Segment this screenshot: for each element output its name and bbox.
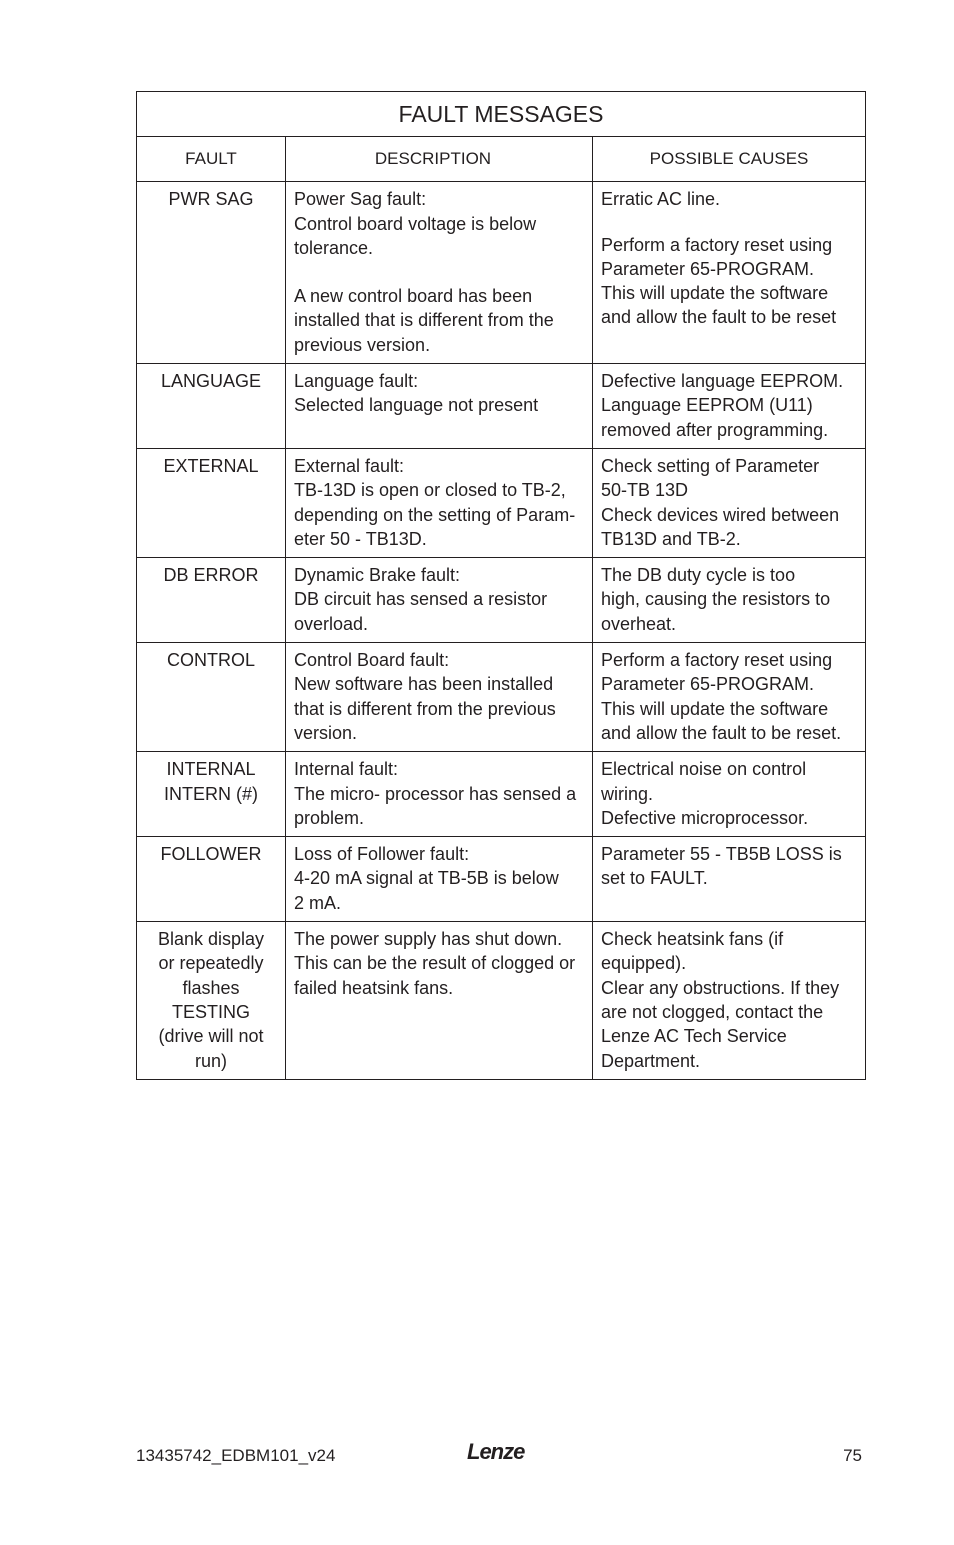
table-row	[137, 643, 866, 752]
causes-cell	[593, 182, 866, 364]
lenze-logo: Lenze	[467, 1439, 525, 1464]
description-cell	[286, 448, 593, 557]
text-line: Dynamic Brake fault:	[294, 565, 461, 586]
text-line: and allow the fault to be reset	[601, 307, 837, 328]
fault-cell	[137, 182, 286, 364]
header-description: DESCRIPTION	[286, 137, 593, 182]
table-title: FAULT MESSAGES	[137, 92, 866, 137]
text-line: PWR SAG	[168, 189, 254, 210]
document-id: 13435742_EDBM101_v24	[136, 1446, 336, 1465]
text-line: Parameter 55 - TB5B LOSS is	[601, 844, 842, 865]
text-line: Department.	[601, 1050, 701, 1071]
causes-cell	[593, 448, 866, 557]
text-line: Clear any obstructions. If they	[601, 977, 840, 998]
paragraph-gap	[601, 212, 857, 233]
text-line: Check devices wired between	[601, 504, 840, 525]
table-row	[137, 364, 866, 449]
text-line: The power supply has shut down.	[294, 929, 563, 950]
table-row	[137, 922, 866, 1080]
fault-cell	[137, 448, 286, 557]
header-possible-causes: POSSIBLE CAUSES	[593, 137, 866, 182]
page-number: 75	[843, 1446, 862, 1465]
text-line: high, causing the resistors to	[601, 589, 831, 610]
text-line: equipped).	[601, 953, 687, 974]
text-line: Perform a factory reset using	[601, 650, 833, 671]
text-line: LANGUAGE	[160, 371, 262, 392]
header-fault: FAULT	[137, 137, 286, 182]
text-line: TB13D and TB-2.	[601, 528, 741, 549]
text-line: Language EEPROM (U11)	[601, 395, 813, 416]
text-line: Blank display	[157, 929, 265, 950]
text-line: A new control board has been	[294, 286, 533, 307]
text-line: are not clogged, contact the	[601, 1001, 824, 1022]
text-line: TESTING	[171, 1001, 250, 1022]
text-line: Lenze AC Tech Service	[601, 1026, 787, 1047]
text-line: or repeatedly	[158, 953, 264, 974]
text-line: External fault:	[294, 455, 405, 476]
text-line: previous version.	[294, 334, 431, 355]
fault-cell	[137, 752, 286, 837]
text-line: Check setting of Parameter	[601, 455, 820, 476]
text-line: The micro- processor has sensed a	[294, 783, 577, 804]
text-line: installed that is different from the	[294, 310, 554, 331]
description-cell	[286, 182, 593, 364]
text-line: version.	[294, 722, 358, 743]
text-line: Internal fault:	[294, 759, 399, 780]
causes-cell	[593, 837, 866, 922]
text-line: Erratic AC line.	[601, 189, 721, 210]
table-row	[137, 182, 866, 364]
text-line: Control board voltage is below	[294, 213, 537, 234]
text-line: Electrical noise on control	[601, 759, 807, 780]
text-line: TB-13D is open or closed to TB-2,	[294, 480, 566, 501]
text-line: CONTROL	[166, 650, 255, 671]
description-cell	[286, 558, 593, 643]
fault-cell	[137, 837, 286, 922]
causes-cell	[593, 364, 866, 449]
table-row	[137, 448, 866, 557]
text-line: DB ERROR	[163, 565, 259, 586]
text-line: This will update the software	[601, 698, 829, 719]
text-line: eter 50 - TB13D.	[294, 528, 427, 549]
text-line: Power Sag fault:	[294, 189, 427, 210]
fault-cell	[137, 922, 286, 1080]
text-line: FOLLOWER	[160, 844, 262, 865]
text-line: EXTERNAL	[163, 455, 259, 476]
text-line: Selected language not present	[294, 395, 539, 416]
text-line: DB circuit has sensed a resistor	[294, 589, 548, 610]
table-row	[137, 837, 866, 922]
text-line: tolerance.	[294, 237, 374, 258]
text-line: depending on the setting of Param-	[294, 504, 576, 525]
table-row	[137, 752, 866, 837]
text-line: (drive will not	[158, 1026, 264, 1047]
text-line: and allow the fault to be reset.	[601, 722, 842, 743]
causes-cell	[593, 922, 866, 1080]
text-line: wiring.	[601, 783, 654, 804]
text-line: Language fault:	[294, 371, 419, 392]
paragraph-gap	[294, 260, 584, 284]
text-line: This will update the software	[601, 283, 829, 304]
text-line: Control Board fault:	[294, 650, 450, 671]
description-cell	[286, 752, 593, 837]
text-line: 2 mA.	[294, 892, 342, 913]
text-line: Loss of Follower fault:	[294, 844, 470, 865]
text-line: INTERNAL	[166, 759, 256, 780]
description-cell	[286, 643, 593, 752]
fault-cell	[137, 558, 286, 643]
text-line: run)	[194, 1050, 227, 1071]
text-line: Parameter 65-PROGRAM.	[601, 258, 815, 279]
text-line: overload.	[294, 613, 369, 634]
text-line: Defective language EEPROM.	[601, 371, 844, 392]
text-line: Parameter 65-PROGRAM.	[601, 674, 815, 695]
fault-cell	[137, 364, 286, 449]
causes-cell	[593, 643, 866, 752]
text-line: New software has been installed	[294, 674, 554, 695]
text-line: 50-TB 13D	[601, 480, 689, 501]
text-line: removed after programming.	[601, 419, 829, 440]
text-line: 4-20 mA signal at TB-5B is below	[294, 868, 559, 889]
text-line: Perform a factory reset using	[601, 234, 833, 255]
text-line: overheat.	[601, 613, 677, 634]
text-line: flashes	[182, 977, 240, 998]
text-line: This can be the result of clogged or	[294, 953, 576, 974]
description-cell	[286, 837, 593, 922]
text-line: set to FAULT.	[601, 868, 708, 889]
fault-messages-table	[136, 91, 866, 1080]
description-cell	[286, 364, 593, 449]
text-line: The DB duty cycle is too	[601, 565, 796, 586]
causes-cell	[593, 558, 866, 643]
text-line: problem.	[294, 807, 365, 828]
text-line: that is different from the previous	[294, 698, 556, 719]
table-row	[137, 558, 866, 643]
description-cell	[286, 922, 593, 1080]
fault-cell	[137, 643, 286, 752]
text-line: Check heatsink fans (if	[601, 929, 784, 950]
text-line: failed heatsink fans.	[294, 977, 454, 998]
text-line: INTERN (#)	[164, 783, 258, 804]
causes-cell	[593, 752, 866, 837]
text-line: Defective microprocessor.	[601, 807, 809, 828]
